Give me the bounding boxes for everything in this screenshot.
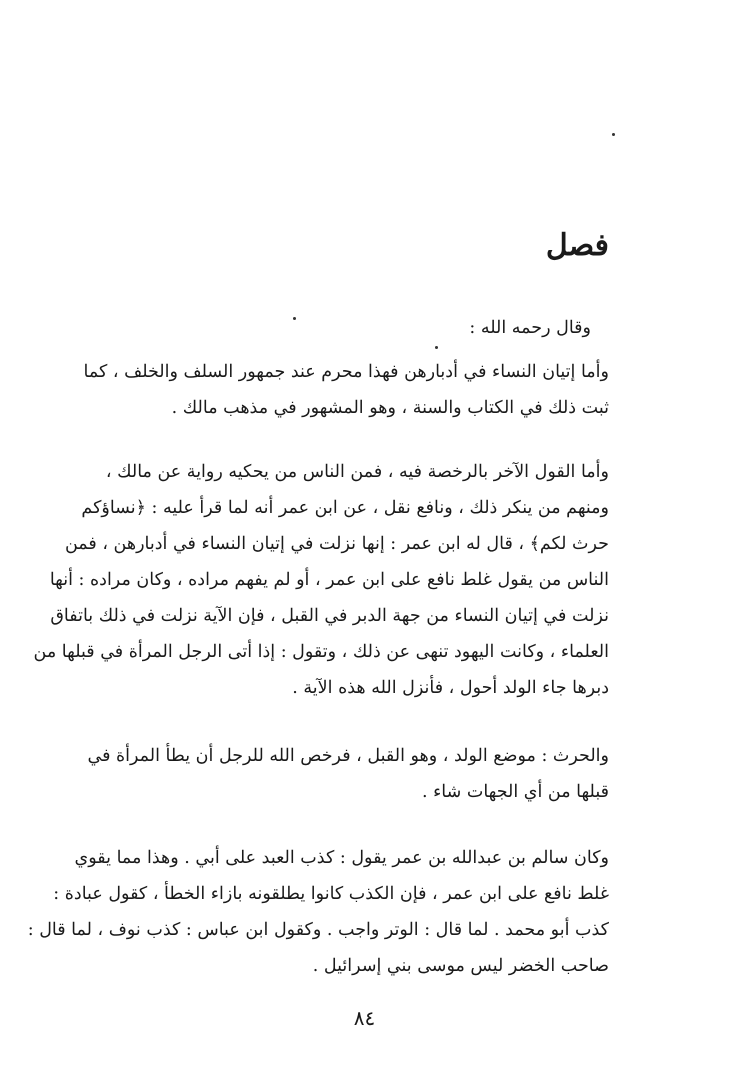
text-line: غلط نافع على ابن عمر ، فإن الكذب كانوا يطلقونه بازاء الخطأ ، كقول عبادة :: [53, 884, 609, 904]
text-line: دبرها جاء الولد أحول ، فأنزل الله هذه الآية .: [292, 678, 609, 698]
text-line: قبلها من أي الجهات شاء .: [421, 782, 609, 802]
text-line: والحرث : موضع الولد ، وهو القبل ، فرخص الله للرجل أن يطأ المرأة في: [87, 746, 609, 766]
speck: [612, 133, 615, 136]
text-line: وأما إتيان النساء في أدبارهن فهذا محرم عند جمهور السلف والخلف ، كما: [83, 362, 609, 382]
text-line: حرث لكم﴾ ، قال له ابن عمر : إنها نزلت في إتيان النساء في أدبارهن ، فمن: [64, 534, 609, 554]
text-line: الناس من يقول غلط نافع على ابن عمر ، أو لم يفهم مراده ، وكان مراده : أنها: [49, 570, 609, 590]
section-heading: فصل: [545, 228, 609, 263]
intro-line: وقال رحمه الله :: [469, 318, 591, 338]
text-line: نزلت في إتيان النساء من جهة الدبر في القبل ، فإن الآية نزلت في ذلك باتفاق: [50, 606, 609, 626]
text-line: وكان سالم بن عبدالله بن عمر يقول : كذب العبد على أبي . وهذا مما يقوي: [74, 848, 609, 868]
text-line: وأما القول الآخر بالرخصة فيه ، فمن الناس من يحكيه رواية عن مالك ،: [105, 462, 609, 482]
page-number: ٨٤: [353, 1006, 376, 1030]
speck: [435, 346, 438, 349]
text-line: ومنهم من ينكر ذلك ، ونافع نقل ، عن ابن عمر أنه لما قرأ عليه : ﴿نساؤكم: [81, 498, 609, 518]
text-line: العلماء ، وكانت اليهود تنهى عن ذلك ، وتقول : إذا أتى الرجل المرأة في قبلها من: [33, 642, 609, 662]
text-line: صاحب الخضر ليس موسى بني إسرائيل .: [312, 956, 609, 976]
text-line: ثبت ذلك في الكتاب والسنة ، وهو المشهور في مذهب مالك .: [171, 398, 609, 418]
text-line: كذب أبو محمد . لما قال : الوتر واجب . وكقول ابن عباس : كذب نوف ، لما قال :: [27, 920, 609, 940]
